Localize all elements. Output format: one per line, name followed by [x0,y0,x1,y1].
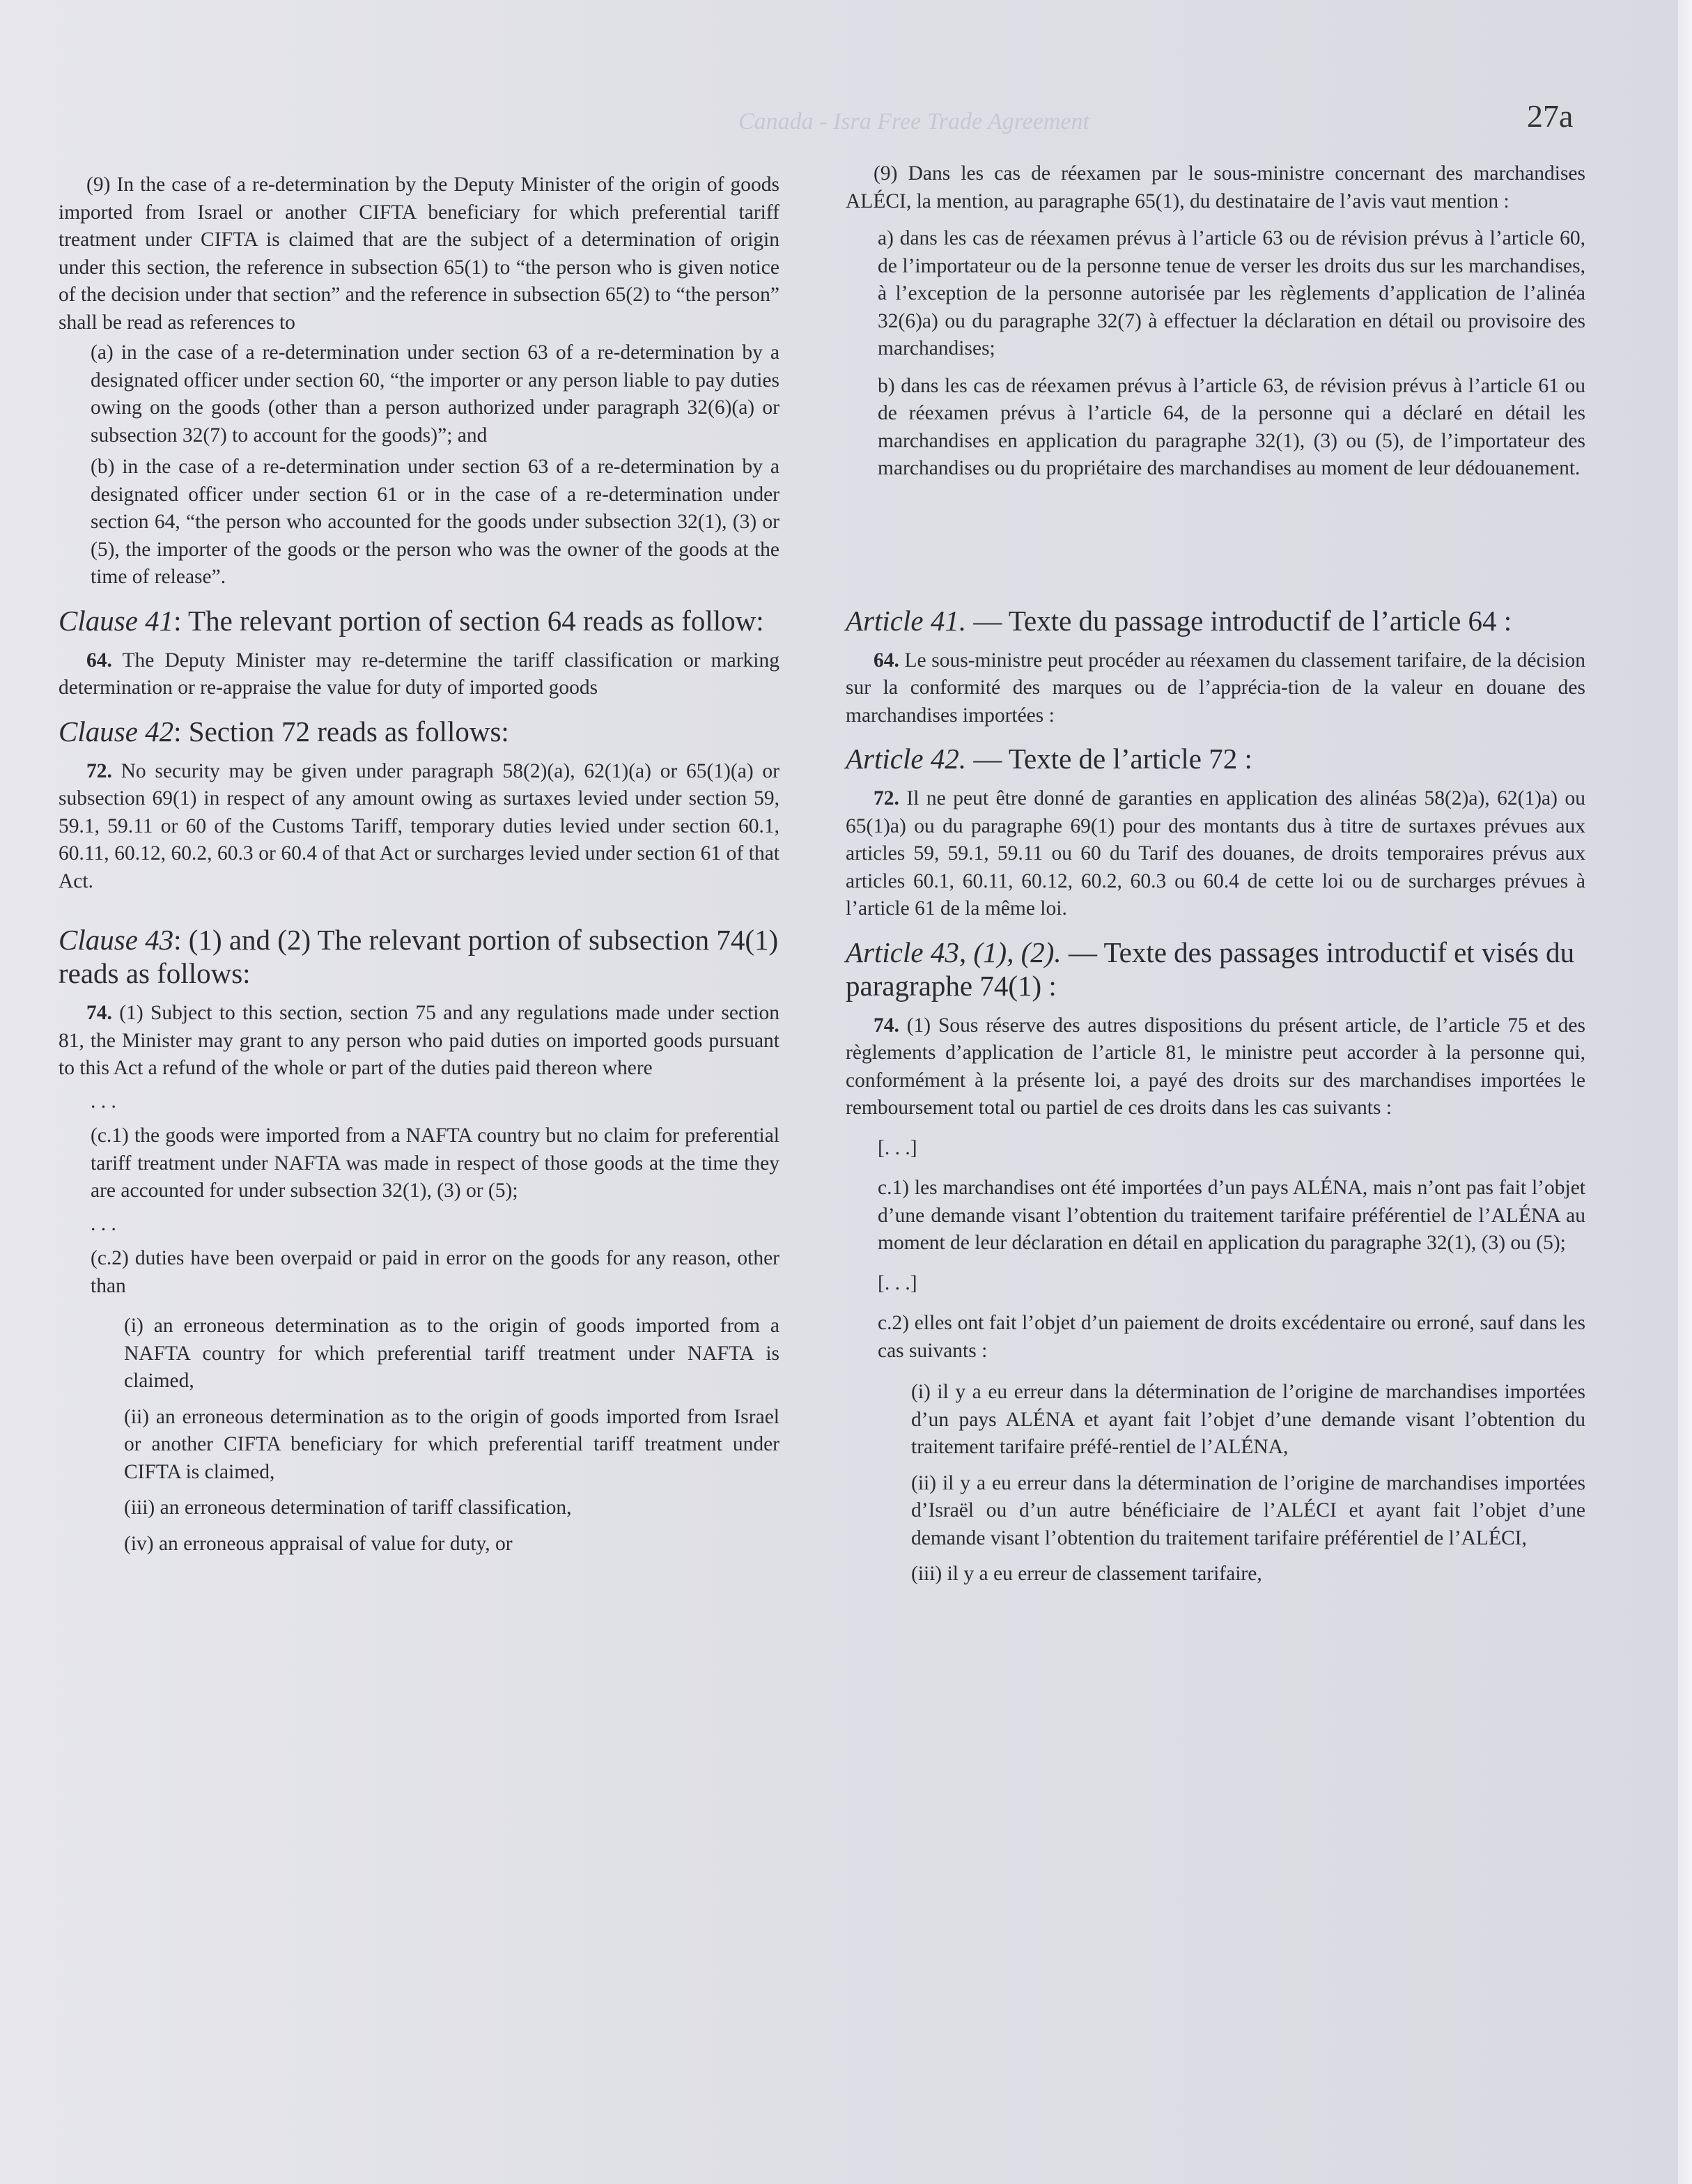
article-41-text: — Texte du passage introductif de l’article 64 : [966,604,1512,637]
article-41-label: Article 41. [846,604,967,637]
article-42-heading [846,742,1585,775]
item-a: a) dans les cas de réexamen prévus à l’article 63 ou de révision prévus à l’article 60, de l’importateur ou de la personne tenue de verser les droits dus sur les marchandises, à l’exception de la personne autorisée par les règlements d’application de l’alinéa 32(6)a) ou du paragraphe 32(7) à effectuer la déclaration en détail ou provisoire des marchandises; [878,227,1585,359]
section-72-number: 72. [874,787,899,810]
section-72-text [846,785,1585,923]
article-43-heading [846,936,1585,1002]
section-72-body: Il ne peut être donné de garanties en application des alinéas 58(2)a), 62(1)a) ou 65(1)a) ou du paragraphe 69(1) pour des montants dus à titre de surtaxes prévues aux articles 59, 59.1, 59.11 ou 60 du Tarif des douanes, de droits temporaires prévus aux articles 60.1, 60.11, 60.12, 60.2, 60.3 ou 60.4 de cette loi ou de surcharges prévues à l’article 61 de la même loi. [846,787,1585,920]
clause-43-text: : (1) and (2) The relevant portion of subsection 74(1) reads as follows: [59,924,779,989]
section-74-number: 74. [874,1014,899,1037]
clause-41-label: Clause 41 [59,604,174,637]
paragraph-9: (9) Dans les cas de réexamen par le sous-ministre concernant des marchandises ALÉCI, la mention, au paragraphe 65(1), du destinataire de l’avis vaut mention : [846,162,1585,212]
item-c1: (c.1) the goods were imported from a NAFTA country but no claim for preferential tariff treatment under NAFTA was made in respect of those goods at the time they are accounted for under subsection 32(1), (3) or (5); [91,1124,779,1202]
section-72-body: No security may be given under paragraph 58(2)(a), 62(1)(a) or 65(1)(a) or subsection 69(1) in respect of any amount owing as surtaxes levied under section 59, 59.1, 59.11 or 60 of the Customs Tariff, temporary duties levied under section 60.1, 60.11, 60.12, 60.2, 60.3 or 60.4 of that Act or surcharges levied under section 61 of that Act. [59,759,779,892]
item-c2: c.2) elles ont fait l’objet d’un paiement de droits excédentaire ou erroné, sauf dans les cas suivants : [878,1312,1585,1362]
sub-item-ii: (ii) an erroneous determination as to the origin of goods imported from Israel or another CIFTA beneficiary for which preferential tariff treatment under CIFTA is claimed, [124,1405,779,1483]
section-74-body: (1) Subject to this section, section 75 and any regulations made under section 81, the Minister may grant to any person who paid duties on imported goods pursuant to this Act a refund of the whole or part of the duties paid thereon where [59,1002,779,1079]
clause-42-heading [59,715,779,748]
item-a: (a) in the case of a re-determination under section 63 of a re-determination by a designated officer under section 60, “the importer or any person liable to pay duties owing on the goods (other than a person authorized under paragraph 32(6)(a) or subsection 32(7) to account for the goods)”; and [91,341,779,447]
section-64-body: Le sous-ministre peut procéder au réexamen du classement tarifaire, de la décision sur la conformité des marques ou de l’apprécia-tion de la valeur en douane des marchandises importées : [846,649,1585,727]
article-43-text: — Texte des passages introductif et visés du paragraphe 74(1) : [846,936,1575,1002]
page-number: 27a [1527,98,1574,134]
item-b: b) dans les cas de réexamen prévus à l’article 63, de révision prévus à l’article 61 ou de réexamen prévus à l’article 64, de la personne qui a déclaré en détail les marchandises en application du paragraphe 32(1), (3) ou (5), de l’importateur des marchandises ou du propriétaire des marchandises au moment de leur dédouanement. [878,374,1585,479]
section-64-text [59,647,779,702]
section-64-number: 64. [86,649,112,672]
ellipsis: . . . [91,1090,116,1113]
spacer [846,487,1585,591]
bleed-through-header: Canada - Isra Free Trade Agreement [738,109,1089,134]
sub-item-iv: (iv) an erroneous appraisal of value for duty, or [124,1532,513,1555]
item-b: (b) in the case of a re-determination under section 63 of a re-determination by a designated officer under section 61 or in the case of a re-determination under section 64, “the person who accounted for the goods under subsection 32(1), (3) or (5), the importer of the goods or the person who was the owner of the goods at the time of release”. [91,456,779,588]
paragraph-9: (9) In the case of a re-determination by the Deputy Minister of the origin of goods imported from Israel or another CIFTA beneficiary for which preferential tariff treatment under CIFTA is claimed that are the subject of a determination of origin under this section, the reference in subsection 65(1) to “the person who is given notice of the decision under that section” and the reference in subsection 65(2) to “the person” shall be read as references to [59,173,779,334]
section-74-text [59,1000,779,1083]
clause-41-text: : The relevant portion of section 64 reads as follow: [173,604,764,637]
item-c1: c.1) les marchandises ont été importées d’un pays ALÉNA, mais n’ont pas fait l’objet d’une demande visant l’obtention du traitement tarifaire préférentiel de l’ALÉNA au moment de leur déclaration en détail en application du paragraphe 32(1), (3) ou (5); [878,1177,1585,1254]
clause-42-text: : Section 72 reads as follows: [173,715,509,748]
ellipsis: [. . .] [878,1136,917,1159]
section-74-number: 74. [86,1002,112,1024]
section-74-body: (1) Sous réserve des autres dispositions du présent article, de l’article 75 et des règlements d’application de l’article 81, le ministre peut accorder à la personne qui, conformément à la présente loi, a payé des droits sur des marchandises importées le remboursement total ou partiel de ces droits dans les cas suivants : [846,1014,1585,1119]
article-41-heading [846,604,1585,637]
sub-item-iii: (iii) an erroneous determination of tariff classification, [124,1496,572,1519]
clause-43-heading [59,923,779,990]
ellipsis: . . . [91,1212,116,1235]
article-42-text: — Texte de l’article 72 : [966,743,1252,775]
sub-item-i: (i) il y a eu erreur dans la détermination de l’origine de marchandises importées d’un pays ALÉNA et ayant fait l’objet d’une demande visant l’obtention du traitement tarifaire préfé-rentiel de l’ALÉNA, [911,1381,1585,1458]
article-43-label: Article 43, (1), (2). [846,936,1062,968]
binding-edge [1678,0,1692,2184]
section-64-text [846,647,1585,730]
english-column [59,171,779,1566]
sub-item-iii: (iii) il y a eu erreur de classement tarifaire, [911,1563,1262,1585]
section-72-number: 72. [86,759,112,782]
article-42-label: Article 42. [846,743,967,775]
clause-42-label: Clause 42 [59,715,174,748]
section-64-body: The Deputy Minister may re-determine the tariff classification or marking determination or re-appraise the value for duty of imported goods [59,649,779,699]
clause-41-heading [59,604,779,637]
section-74-text [846,1012,1585,1122]
clause-43-label: Clause 43 [59,924,174,956]
item-c2: (c.2) duties have been overpaid or paid in error on the goods for any reason, other than [91,1247,779,1297]
ellipsis: [. . .] [878,1271,917,1294]
section-64-number: 64. [874,649,899,672]
sub-item-ii: (ii) il y a eu erreur dans la détermination de l’origine de marchandises importées d’Israël ou d’un autre bénéficiaire de l’ALÉCI et ayant fait l’objet d’une demande visant l’obtention du traitement tarifaire préférentiel de l’ALÉCI, [911,1471,1585,1549]
sub-item-i: (i) an erroneous determination as to the origin of goods imported from a NAFTA country for which preferential tariff treatment under NAFTA is claimed, [124,1315,779,1392]
section-72-text [59,758,779,896]
french-column [846,160,1585,1597]
